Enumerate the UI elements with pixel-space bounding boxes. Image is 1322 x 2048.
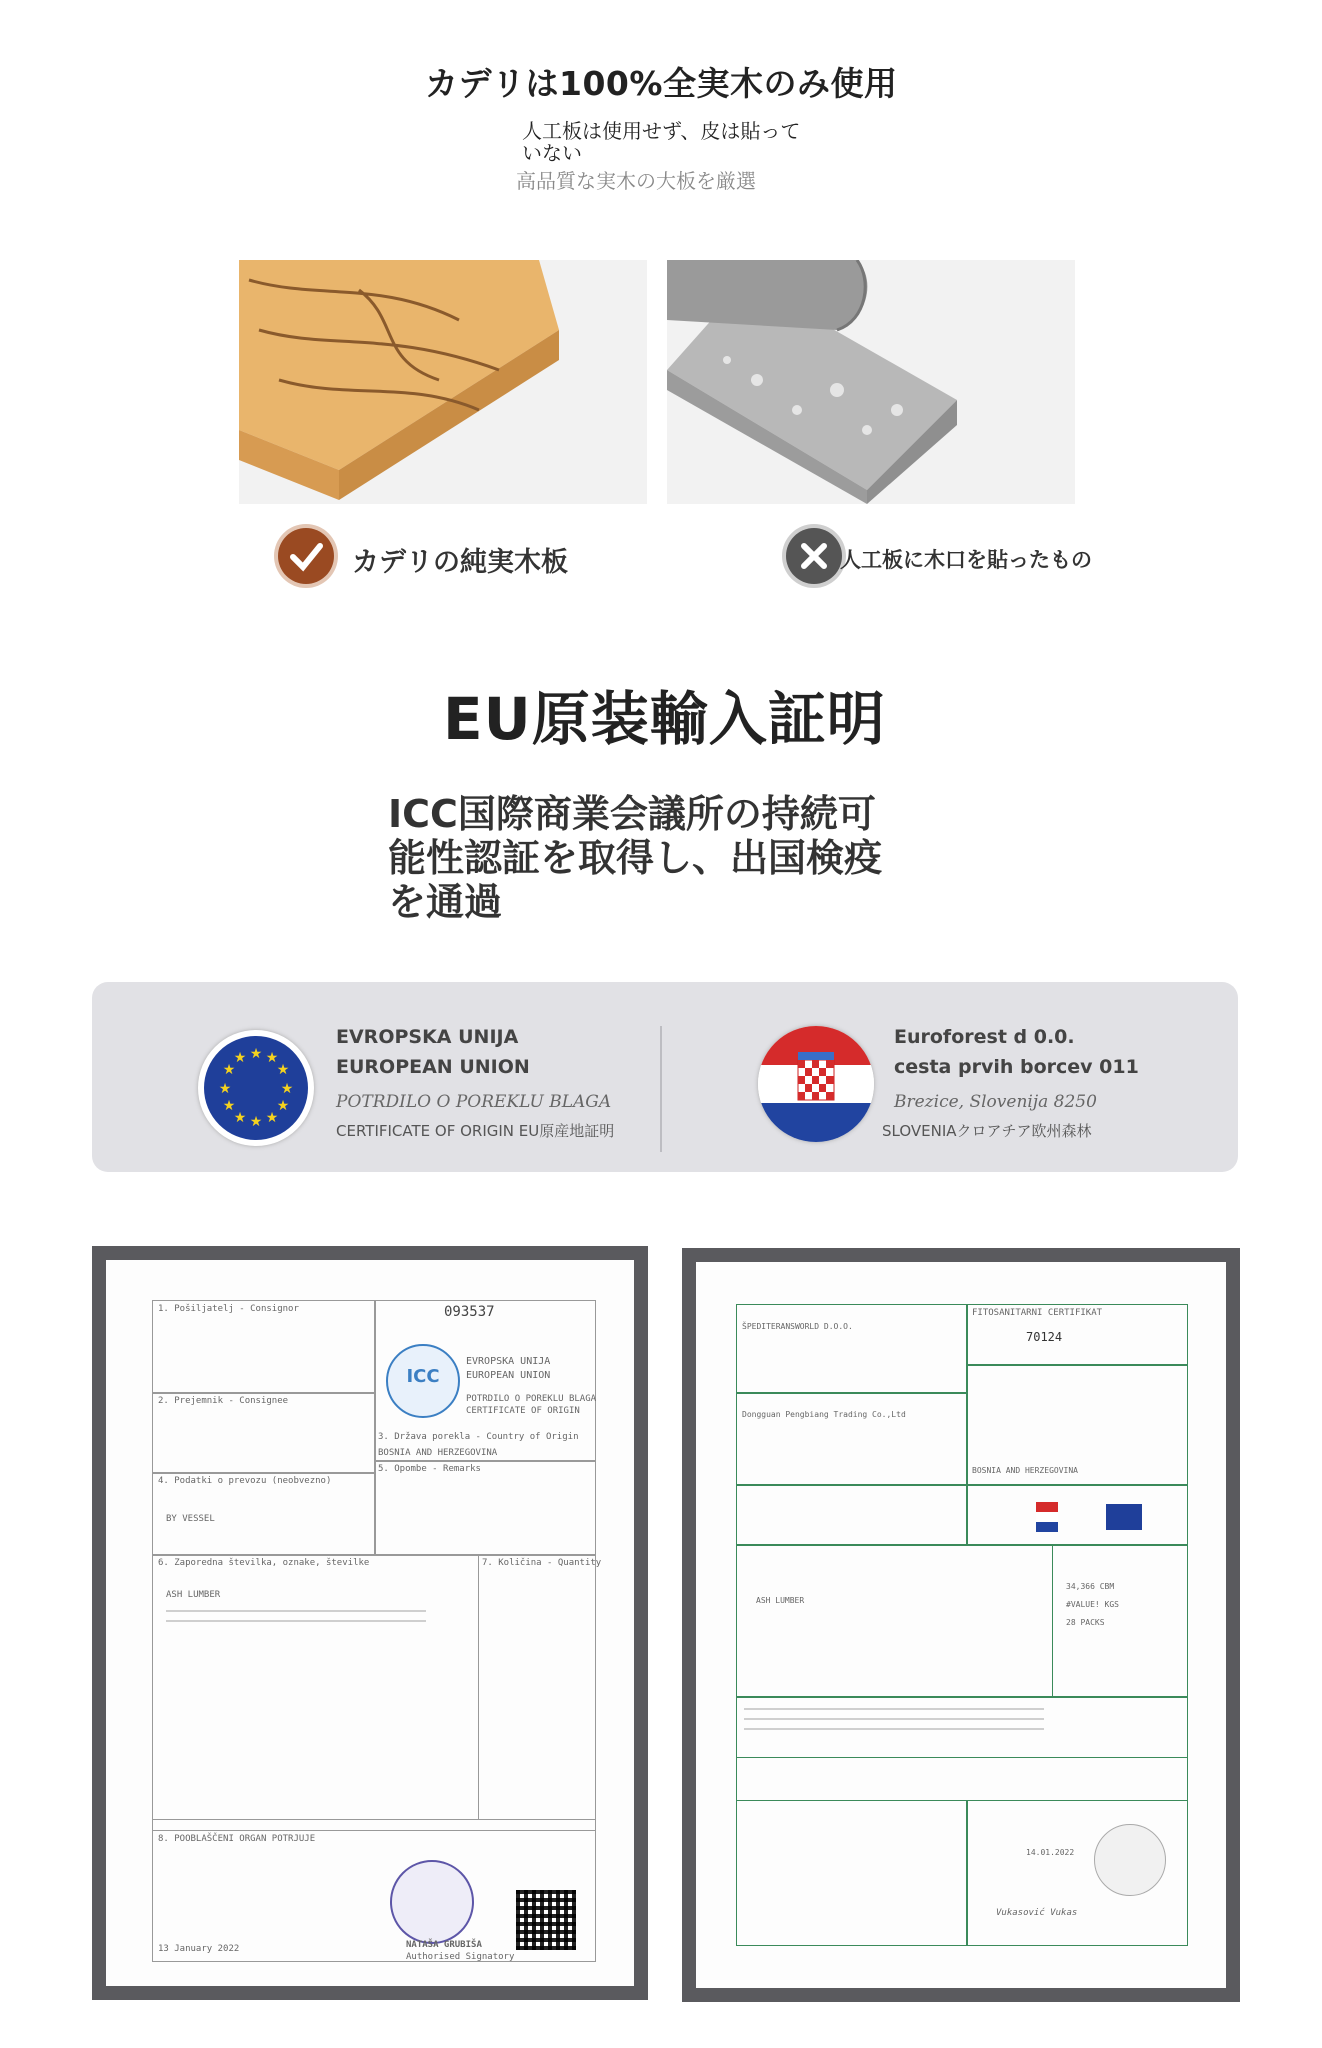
eu-flag-icon [198,1030,314,1146]
svg-text:★: ★ [222,1062,236,1078]
svg-text:★: ★ [276,1098,290,1114]
origin-band [92,982,1238,1172]
goods-value: ASH LUMBER [166,1590,221,1600]
marks-label: 6. Zaporedna številka, oznake, številke [158,1558,370,1568]
signer-name: NATAŠA GRUBIŠA [406,1940,482,1950]
svg-text:★: ★ [276,1062,290,1078]
svg-text:★: ★ [222,1098,236,1114]
solid-wood-caption: カデリの純実木板 [352,547,568,578]
cert-title-line1: POTRDILO O POREKLU BLAGA [466,1394,597,1404]
svg-text:★: ★ [265,1110,279,1126]
icc-description [388,792,882,924]
phyto-quantity1: 34,366 CBM [1066,1582,1115,1591]
subtitle-line1: 人工板は使用せず、皮は貼って [522,119,801,143]
quantity-label: 7. Količina - Quantity [482,1558,602,1568]
chamber-stamp-icon [390,1860,474,1944]
transport-label: 4. Podatki o prevozu (neobvezno) [158,1476,332,1486]
consignee-label: 2. Prejemnik - Consignee [158,1396,289,1406]
eu-caption: CERTIFICATE OF ORIGIN EU原産地証明 [336,1122,615,1140]
eu-handwritten: POTRDILO O POREKLU BLAGA [336,1092,612,1112]
check-icon [278,528,334,584]
phyto-number: 70124 [1026,1330,1063,1344]
x-icon [786,528,842,584]
euroforest-caption: SLOVENIAクロアチア欧州森林 [882,1122,1092,1140]
svg-text:★: ★ [249,1046,263,1062]
icc-description-line2: 能性認証を取得し、出国検疫 [388,836,883,880]
qr-code-icon [516,1890,576,1950]
subtitle-line2: いない [522,141,582,165]
phyto-origin-value: BOSNIA AND HERZEGOVINA [972,1466,1078,1475]
croatia-flag-icon [758,1026,874,1142]
subtitle-gray: 高品質な実木の大板を厳選 [516,169,756,193]
svg-text:★: ★ [233,1110,247,1126]
veneer-caption: 人工板に木口を貼ったもの [840,548,1092,572]
origin-label: 3. Država porekla - Country of Origin [378,1432,579,1442]
phyto-quantity3: 28 PACKS [1066,1618,1105,1627]
phyto-inspector: Vukasović Vukas [996,1908,1078,1918]
phyto-title: FITOSANITARNI CERTIFIKAT [972,1308,1103,1318]
icc-seal-icon: ICC [386,1344,460,1418]
svg-text:★: ★ [249,1114,263,1130]
page-title: カデリは100%全実木のみ使用 [425,64,898,103]
svg-text:★: ★ [265,1050,279,1066]
solid-wood-image [239,260,647,504]
authority-label: 8. POOBLAŠČENI ORGAN POTRJUJE [158,1834,316,1844]
euroforest-handwritten: Brezice, Slovenija 8250 [894,1092,1097,1112]
cert-eu-line2: EUROPEAN UNION [466,1370,551,1381]
euroforest-address: cesta prvih borcev 011 [894,1056,1139,1078]
svg-text:★: ★ [233,1050,247,1066]
issue-date: 13 January 2022 [158,1944,240,1954]
svg-text:★: ★ [218,1081,232,1097]
consignor-label: 1. Pošiljatelj - Consignor [158,1304,299,1314]
svg-text:★: ★ [280,1081,294,1097]
certificate-of-origin-frame [92,1246,648,2000]
band-divider [660,1026,662,1152]
icc-description-line3: を通過 [388,880,503,924]
certificate-of-origin [106,1260,634,1986]
remarks-label: 5. Opombe - Remarks [378,1464,481,1474]
phytosanitary-certificate-frame [682,1248,1240,2002]
vessel-value: BY VESSEL [166,1514,215,1524]
euroforest-name: Euroforest d 0.0. [894,1026,1075,1048]
phyto-consignee-value: Dongguan Pengbiang Trading Co.,Ltd [742,1410,906,1419]
icc-description-line1: ICC国際商業会議所の持続可 [388,792,876,836]
exporter-value: ŠPEDITERANSWORLD D.O.O. [742,1322,853,1331]
cert-title-line2: CERTIFICATE OF ORIGIN [466,1406,580,1416]
veneered-board-image [667,260,1075,504]
eu-line2: EUROPEAN UNION [336,1056,530,1078]
eu-import-title: EU原装輸入証明 [443,685,886,753]
origin-value: BOSNIA AND HERZEGOVINA [378,1448,498,1458]
phyto-quantity2: #VALUE! KGS [1066,1600,1119,1609]
signer-role: Authorised Signatory [406,1952,515,1962]
phyto-product-value: ASH LUMBER [756,1596,805,1605]
phyto-stamp-icon [1094,1824,1166,1896]
phyto-croatia-flag-icon [1036,1502,1058,1532]
phyto-date: 14.01.2022 [1026,1848,1075,1857]
phyto-eu-flag-icon [1106,1504,1142,1530]
phytosanitary-certificate [696,1262,1226,1988]
certificate-number: 093537 [444,1304,495,1320]
cert-eu-line1: EVROPSKA UNIJA [466,1356,551,1367]
eu-line1: EVROPSKA UNIJA [336,1026,519,1048]
